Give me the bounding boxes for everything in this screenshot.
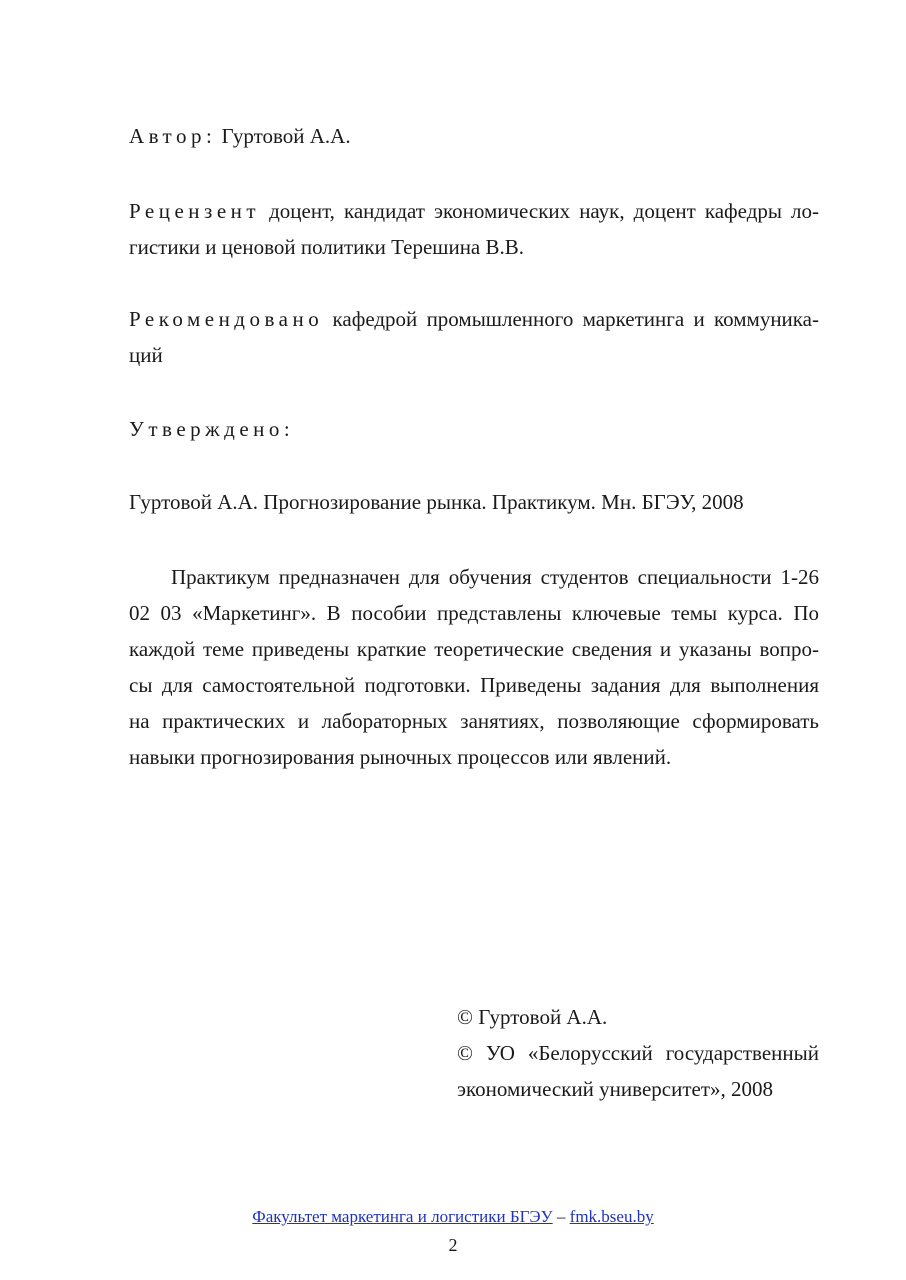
copyright-university-1: © УО «Белорусский государственный	[457, 1041, 819, 1065]
abstract-paragraph	[129, 559, 819, 775]
faculty-link[interactable]: Факультет маркетинга и логистики БГЭУ	[252, 1207, 553, 1226]
page-footer	[0, 1204, 906, 1230]
footer-separator: –	[552, 1207, 570, 1226]
abstract-line-1: Практикум предназначен для обучения студентов специальности 1-26	[171, 565, 819, 589]
abstract-line-3: каждой теме приведены краткие теоретические сведения и указаны вопро-	[129, 637, 819, 661]
abstract-line-2: 02 03 «Маркетинг». В пособии представлены ключевые темы курса. По	[129, 601, 819, 625]
author-name: Гуртовой А.А.	[221, 124, 351, 148]
citation-text: Гуртовой А.А. Прогнозирование рынка. Практикум. Мн. БГЭУ, 2008	[129, 490, 744, 514]
approved-label: Утверждено:	[129, 417, 295, 441]
recommended-text-1: кафедрой промышленного маркетинга и коммуника-	[332, 307, 819, 331]
reviewer-text-2: гистики и ценовой политики Терешина В.В.	[129, 235, 525, 259]
abstract-line-6: навыки прогнозирования рыночных процессов или явлений.	[129, 745, 672, 769]
reviewer-line-1	[129, 193, 819, 229]
abstract-line-4: сы для самостоятельной подготовки. Приведены задания для выполнения	[129, 673, 819, 697]
reviewer-block	[129, 193, 819, 265]
copyright-author: © Гуртовой А.А.	[457, 1005, 608, 1029]
author-line	[129, 118, 819, 154]
recommended-text-2: ций	[129, 343, 163, 367]
reviewer-label: Рецензент	[129, 199, 261, 223]
citation-line	[129, 484, 819, 520]
abstract-line-5: на практических и лабораторных занятиях, позволяющие сформировать	[129, 709, 819, 733]
page-number: 2	[448, 1235, 458, 1255]
copyright-block	[457, 999, 819, 1107]
recommended-block	[129, 301, 819, 373]
approved-line	[129, 411, 819, 447]
reviewer-text-1: доцент, кандидат экономических наук, доцент кафедры ло-	[269, 199, 820, 223]
recommended-line-1	[129, 301, 819, 337]
copyright-university-2: экономический университет», 2008	[457, 1077, 773, 1101]
recommended-label: Рекомендовано	[129, 307, 324, 331]
website-link[interactable]: fmk.bseu.by	[569, 1207, 654, 1226]
author-label: Автор:	[129, 124, 217, 148]
